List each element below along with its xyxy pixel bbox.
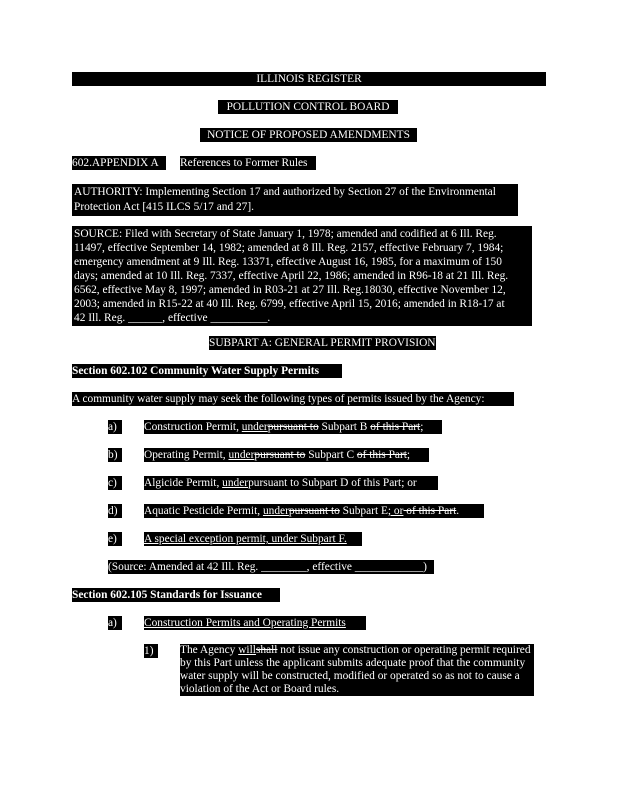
section-105-heading [72, 588, 280, 602]
item-105a1 [180, 644, 534, 696]
source-line-3: emergency amendment at 9 Ill. Reg. 13371, effective August 16, 1985, for a maximum of 150 [74, 256, 502, 268]
subpart-heading-text: SUBPART A: GENERAL PERMIT PROVISIONS [209, 337, 442, 349]
item-a [144, 420, 442, 434]
item-b-post: ; [406, 449, 411, 461]
item-105a1-pre: The Agency [180, 644, 239, 656]
item-a-post: ; [420, 421, 424, 433]
item-b-pre: Operating Permit, [144, 449, 229, 461]
item-105a-text: Construction Permits and Operating Permits [144, 617, 346, 629]
register-title-text: ILLINOIS REGISTER [256, 73, 362, 85]
subpart-heading [209, 336, 442, 350]
item-b-deleted: pursuant to [254, 449, 306, 461]
board-title [218, 100, 398, 114]
item-105a1-marker: 1) [144, 644, 158, 658]
item-d [144, 504, 484, 518]
appendix-title-text: References to Former Rules [180, 157, 308, 169]
item-d-marker: d) [108, 504, 122, 518]
source-line-5: 6562, effective May 8, 1997; amended in R03-21 at 27 Ill. Reg.18030, effective November 12, [74, 284, 506, 296]
item-a-deleted-2: of this Part [370, 421, 421, 433]
section-102-source-note [108, 560, 434, 574]
item-105a1-rest: not issue any construction or operating permit required by this Part unless the applicant submits adequate proof that the community water supply will be constructed, modified or operated so as not to cause a violation of the Act or Board rules. [180, 644, 531, 695]
item-b-inserted: under [228, 449, 255, 461]
item-105a1-deleted: shall [255, 644, 278, 656]
item-a-pre: Construction Permit, [144, 421, 242, 433]
item-c-inserted: under [222, 477, 249, 489]
item-b-deleted-2: of this Part [356, 449, 407, 461]
section-102-source-note-text: (Source: Amended at 42 Ill. Reg. ________, effective ____________) [108, 561, 427, 573]
item-e [144, 532, 362, 546]
notice-title [200, 128, 417, 142]
section-102-heading [72, 364, 342, 378]
item-b-marker: b) [108, 448, 122, 462]
register-title [72, 72, 546, 86]
item-d-deleted: pursuant to [288, 505, 340, 517]
item-d-deleted-2: of this Part [403, 505, 457, 517]
authority-line-2: Protection Act [415 ILCS 5/17 and 27]. [74, 201, 255, 213]
item-a-inserted: under [241, 421, 268, 433]
item-d-mid: Subpart E [339, 505, 388, 517]
item-d-inserted: under [262, 505, 289, 517]
item-d-post: . [456, 505, 460, 517]
item-c-pre: Algicide Permit, [144, 477, 223, 489]
item-d-pre: Aquatic Pesticide Permit, [144, 505, 263, 517]
item-105a1-inserted: will [238, 644, 256, 656]
item-a-deleted: pursuant to [267, 421, 319, 433]
item-e-inserted: A special exception permit, under Subpart F. [144, 533, 347, 545]
source-line-1: SOURCE: Filed with Secretary of State January 1, 1978; amended and codified at 6 Ill. Reg. [74, 228, 497, 240]
appendix-title [180, 156, 316, 170]
notice-title-text: NOTICE OF PROPOSED AMENDMENTS [207, 129, 410, 141]
item-b-mid: Subpart C [305, 449, 357, 461]
item-d-inserted-2: ; or [387, 505, 404, 517]
authority-block [72, 184, 518, 216]
item-105a-marker: a) [108, 616, 122, 630]
authority-line-1: AUTHORITY: Implementing Section 17 and authorized by Section 27 of the Environmental [74, 186, 496, 198]
item-c-mid: pursuant to Subpart D of this Part; or [248, 477, 417, 489]
item-c [144, 476, 438, 490]
item-a-mid: Subpart B [318, 421, 371, 433]
item-e-marker: e) [108, 532, 122, 546]
board-title-text: POLLUTION CONTROL BOARD [226, 101, 390, 113]
source-line-7: 42 Ill. Reg. ______, effective __________. [74, 312, 271, 324]
item-b [144, 448, 429, 462]
section-102-heading-text: Section 602.102 Community Water Supply Permits [72, 365, 320, 377]
source-line-4: days; amended at 10 Ill. Reg. 7337, effective April 22, 1986; amended in R96-18 at 21 Ill. Reg. [74, 270, 509, 282]
appendix-number [72, 156, 166, 170]
source-line-6: 2003; amended in R15-22 at 40 Ill. Reg. 6799, effective April 15, 2016; amended in R18-17 at [74, 298, 505, 310]
section-102-intro-text: A community water supply may seek the following types of permits issued by the Agency: [72, 393, 485, 405]
item-105a [144, 616, 366, 630]
section-105-heading-text: Section 602.105 Standards for Issuance [72, 589, 262, 601]
appendix-number-text: 602.APPENDIX A [72, 157, 159, 169]
section-102-intro [72, 392, 514, 406]
item-a-marker: a) [108, 420, 122, 434]
source-line-2: 11497, effective September 14, 1982; amended at 8 Ill. Reg. 2157, effective February 7, 1984; [74, 242, 504, 254]
item-c-marker: c) [108, 476, 122, 490]
source-block [72, 226, 532, 326]
